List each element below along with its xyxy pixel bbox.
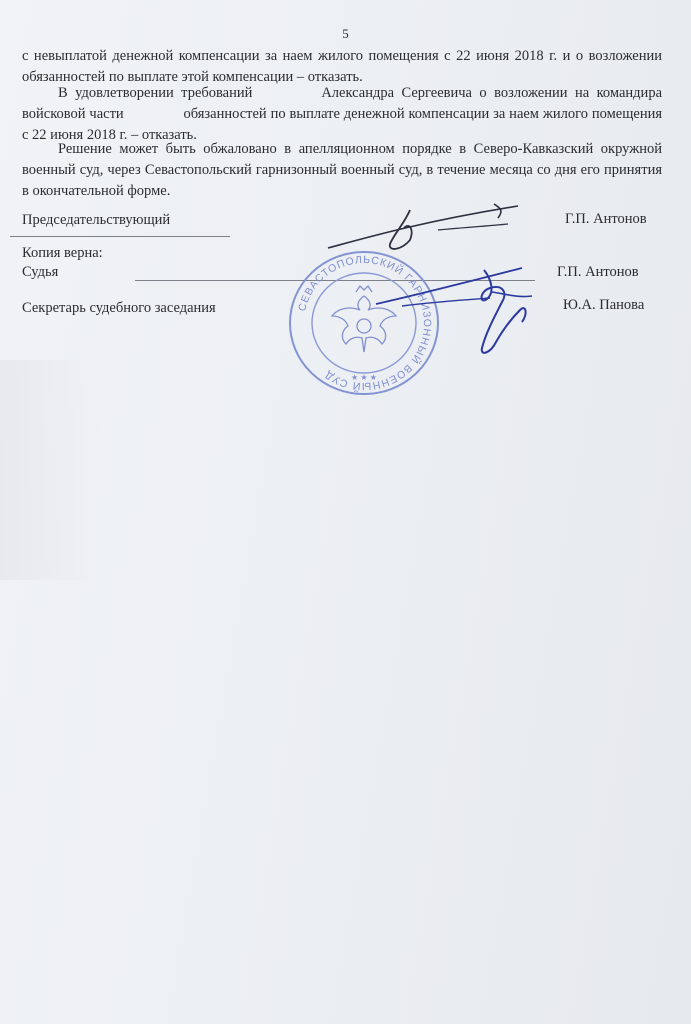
divider-line xyxy=(10,236,230,237)
judge-label: Судья xyxy=(22,264,59,280)
judge-signature xyxy=(372,262,552,362)
judge-name: Г.П. Антонов xyxy=(557,264,639,280)
secretary-label: Секретарь судебного заседания xyxy=(22,300,216,316)
page-number: 5 xyxy=(342,26,349,41)
page-shadow xyxy=(0,360,100,580)
paragraph-2 xyxy=(22,83,662,146)
paragraph-2-part-c: обязанностей по выплате денежной компенсации за наем жилого помещения с 22 июня 2018 г. – отказать. xyxy=(22,106,663,143)
chair-name: Г.П. Антонов xyxy=(565,211,647,227)
copy-certified-label: Копия верна: xyxy=(22,245,103,261)
chair-signature xyxy=(318,200,528,260)
paragraph-2-part-b: Александра Сергеевича о возложении на командира войсковой части xyxy=(22,85,663,122)
secretary-name: Ю.А. Панова xyxy=(563,297,645,313)
seal-text: СЕВАСТОПОЛЬСКИЙ ГАРНИЗОННЫЙ ВОЕННЫЙ СУД xyxy=(296,253,434,393)
paragraph-3: Решение может быть обжаловано в апелляционном порядке в Северо-Кавказский окружной военный суд, через Севастопольский гарнизонный военный суд, в течение месяца со дня его принятия в окончательной форме. xyxy=(22,141,662,199)
chair-label: Председательствующий xyxy=(22,212,171,228)
paragraph-2-part-a: В удовлетворении требований xyxy=(58,85,253,101)
svg-text:★ ★ ★: ★ ★ ★ xyxy=(351,373,377,382)
paragraph-1: с невыплатой денежной компенсации за наем жилого помещения с 22 июня 2018 г. и о возложении обязанностей по выплате этой компенсации – отказать. xyxy=(22,48,662,85)
